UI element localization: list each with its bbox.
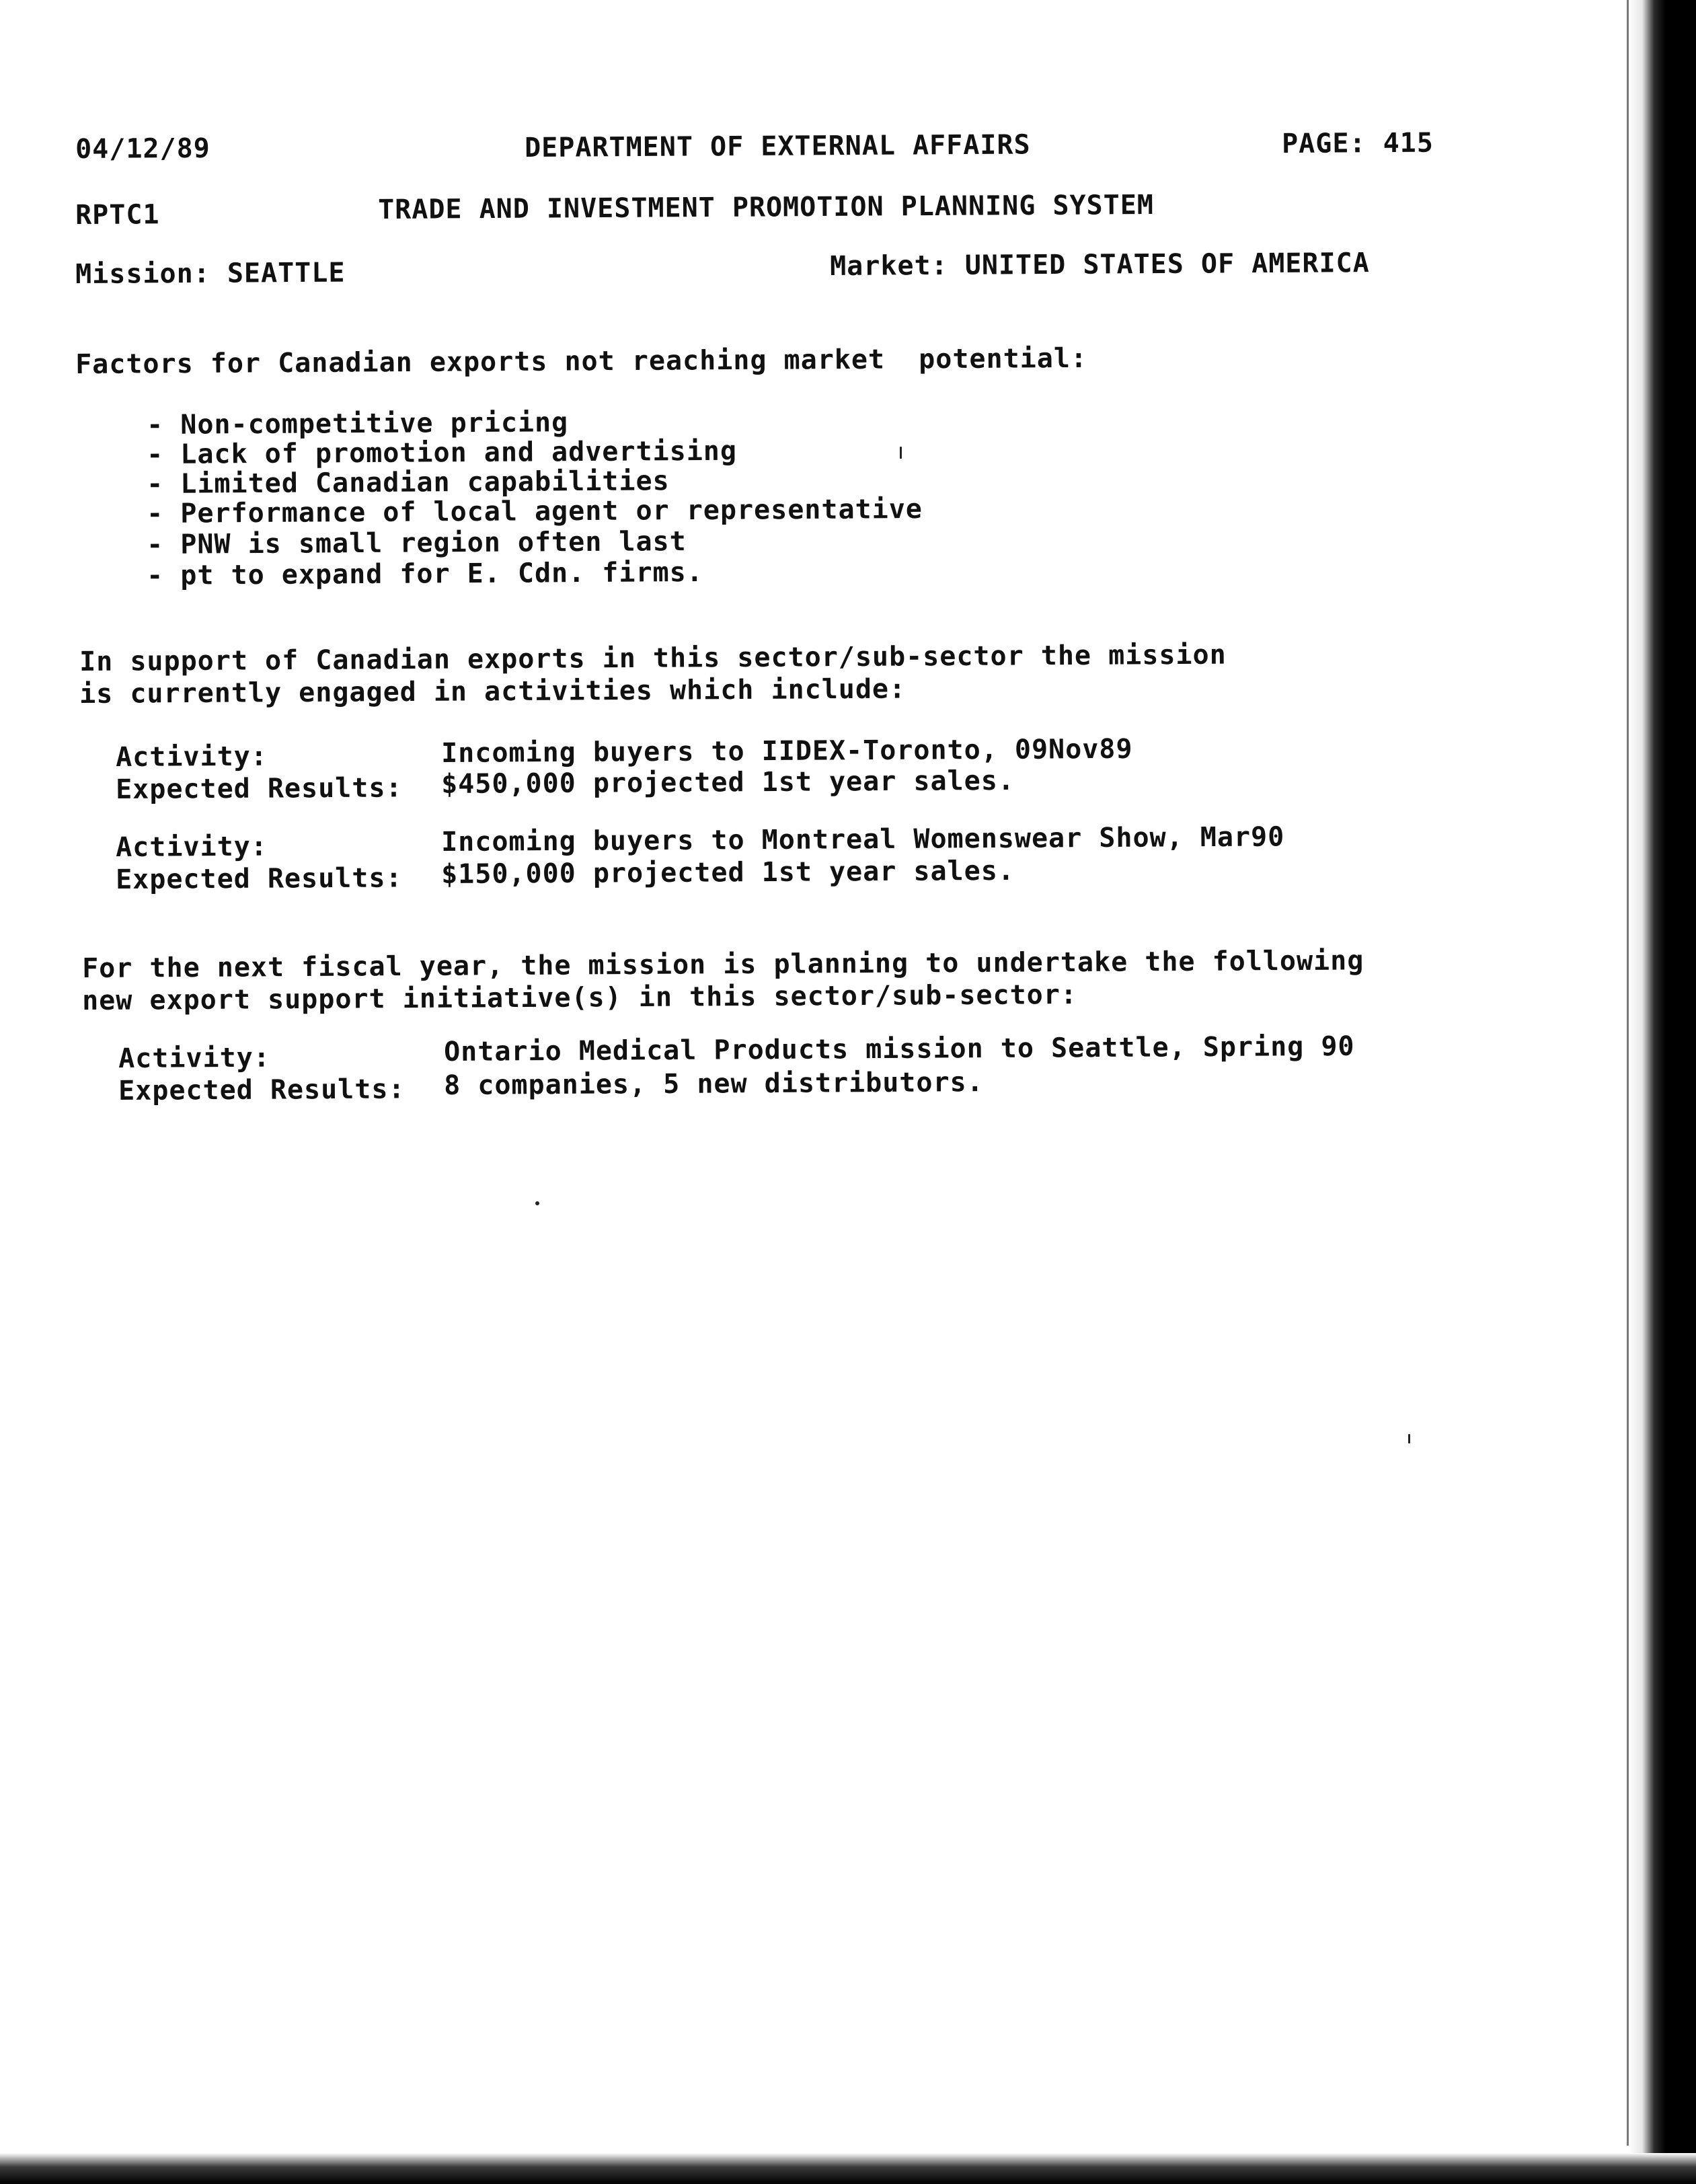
expected-results-label: Expected Results: [116,862,403,895]
list-item: - Lack of promotion and advertising [147,435,738,470]
support-intro-line2: is currently engaged in activities which include: [79,673,907,710]
next-year-intro-line2: new export support initiative(s) in this sector/sub-sector: [82,979,1078,1016]
activity-label: Activity: [116,831,268,863]
factors-heading: Factors for Canadian exports not reaching market potential: [75,342,1088,380]
activity-value: Incoming buyers to IIDEX-Toronto, 09Nov89 [441,733,1133,769]
system-title: TRADE AND INVESTMENT PROMOTION PLANNING SYSTEM [378,189,1155,225]
expected-results-label: Expected Results: [118,1074,406,1106]
report-date: 04/12/89 [75,133,210,165]
activity-label: Activity: [118,1042,271,1074]
activity-label: Activity: [116,741,268,773]
support-intro-line1: In support of Canadian exports in this sector/sub-sector the mission [79,639,1227,677]
activity-value: Ontario Medical Products mission to Seattle, Spring 90 [444,1030,1355,1067]
list-item: - Limited Canadian capabilities [147,465,670,500]
list-item: - Performance of local agent or representative [147,493,923,529]
list-item: - PNW is small region often last [147,526,687,560]
activity-value: Incoming buyers to Montreal Womenswear Show, Mar90 [441,821,1285,858]
expected-results-value: $450,000 projected 1st year sales. [441,765,1015,800]
list-item: - Non-competitive pricing [147,407,569,441]
mission-label: Mission: SEATTLE [75,257,346,290]
scan-edge-bottom [0,2153,1696,2184]
scan-edge-right [1629,0,1696,2184]
report-code: RPTC1 [75,199,160,231]
page-number: PAGE: 415 [1282,127,1434,159]
expected-results-label: Expected Results: [116,772,403,805]
expected-results-value: $150,000 projected 1st year sales. [441,855,1015,890]
list-item: - pt to expand for E. Cdn. firms. [147,556,703,591]
expected-results-value: 8 companies, 5 new distributors. [444,1067,984,1101]
department-title: DEPARTMENT OF EXTERNAL AFFAIRS [525,129,1031,163]
scan-speck [535,1201,539,1205]
scan-speck [900,447,902,459]
market-label: Market: UNITED STATES OF AMERICA [830,248,1370,282]
next-year-intro-line1: For the next fiscal year, the mission is planning to undertake the following [82,945,1364,984]
scan-speck [1408,1434,1410,1443]
